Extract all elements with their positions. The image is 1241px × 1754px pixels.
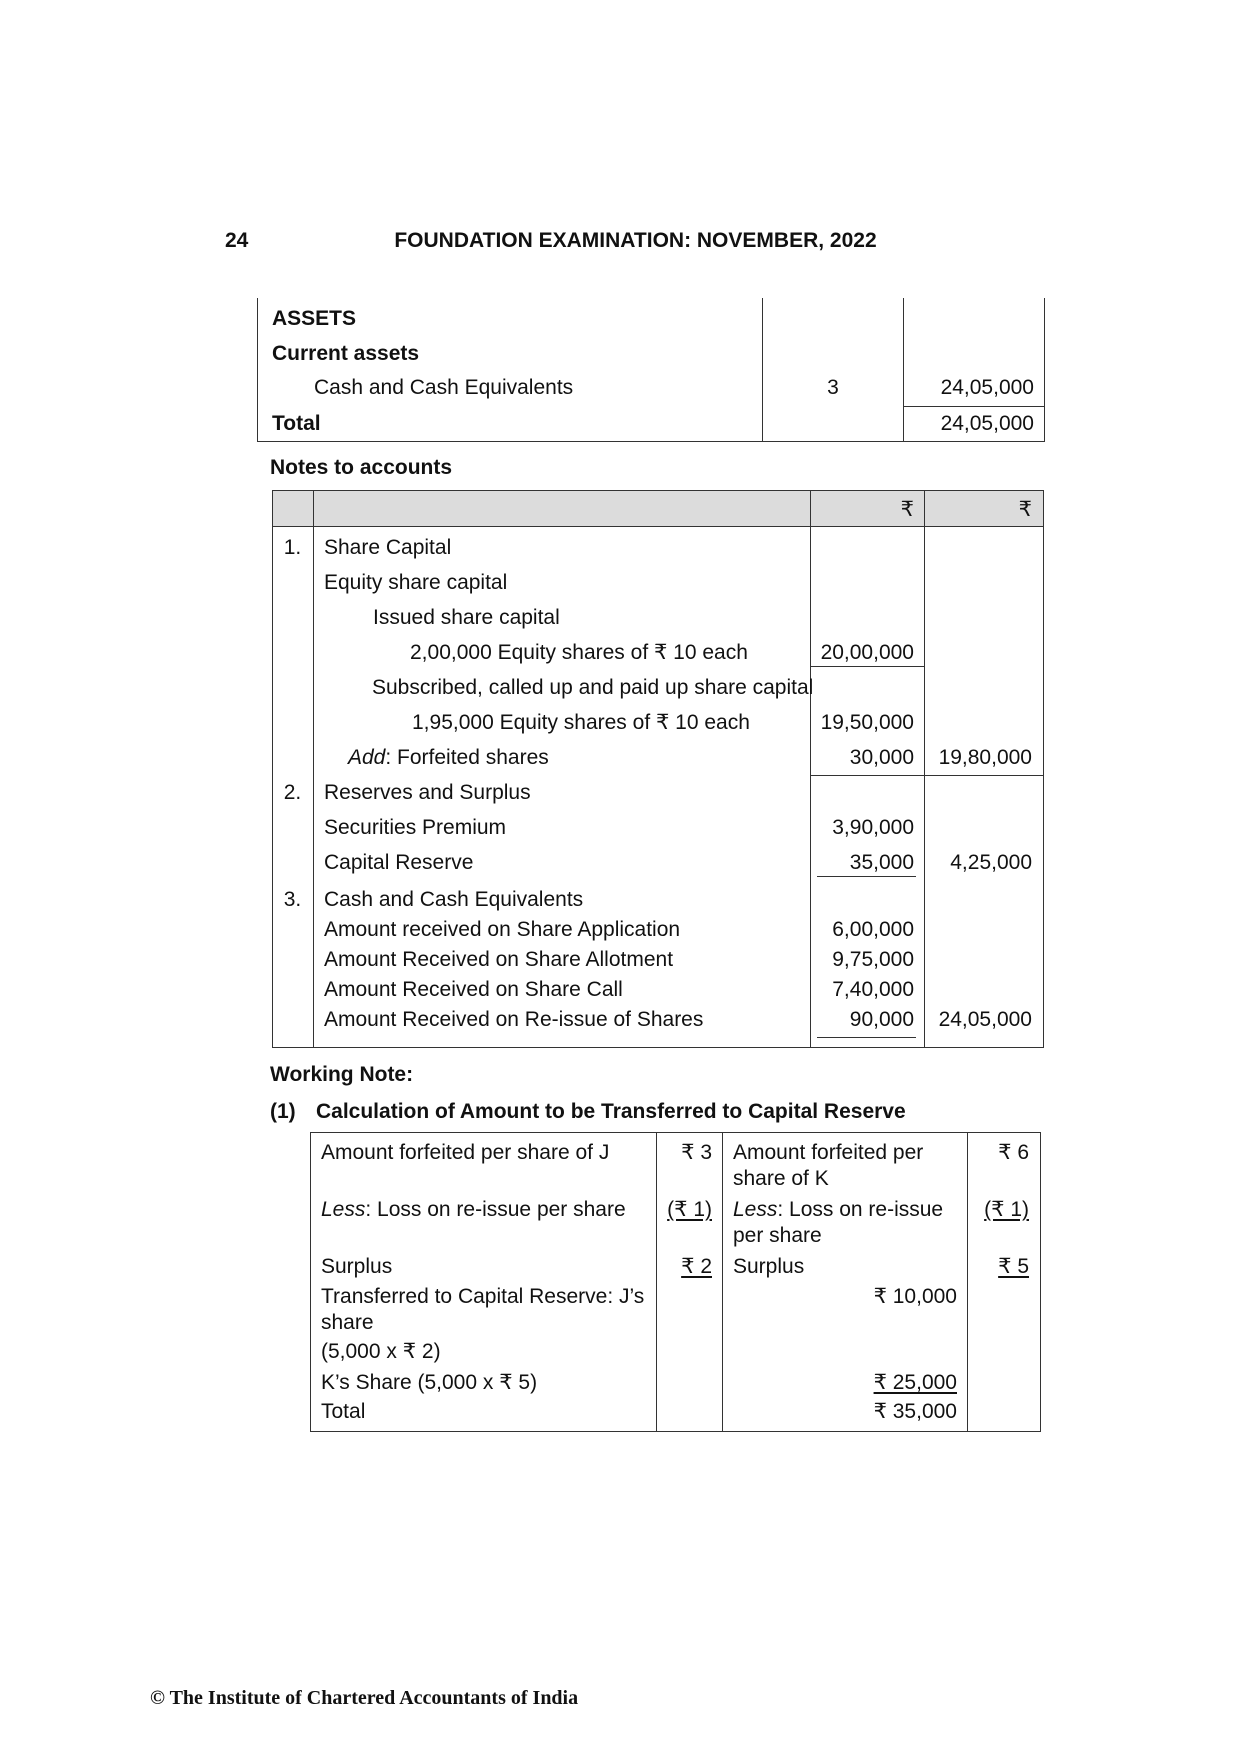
k-less-value: (₹ 1) — [984, 1198, 1029, 1221]
page-title: FOUNDATION EXAMINATION: NOVEMBER, 2022 — [394, 229, 877, 252]
note-total: 24,05,000 — [938, 1008, 1032, 1031]
working-note-heading: Calculation of Amount to be Transferred to Capital Reserve — [316, 1100, 906, 1123]
working-note-title: Working Note: — [270, 1063, 414, 1086]
k-surplus-label: Surplus — [733, 1255, 805, 1278]
less-prefix: Less — [733, 1198, 778, 1221]
j-less-label — [321, 1197, 626, 1222]
k-surplus-value: ₹ 5 — [998, 1255, 1029, 1278]
note-amount: 35,000 — [849, 851, 914, 874]
transfer-value: ₹ 10,000 — [873, 1285, 957, 1308]
page-number: 24 — [225, 229, 249, 252]
less-prefix: Less — [321, 1198, 366, 1221]
transfer-label: Transferred to Capital Reserve: J’s — [321, 1285, 645, 1308]
j-less-value: (₹ 1) — [667, 1198, 712, 1221]
balance-sheet-assets-table — [257, 298, 1045, 442]
note-amount: 9,75,000 — [832, 948, 914, 971]
note-total: 4,25,000 — [950, 851, 1032, 874]
notes-to-accounts-title: Notes to accounts — [270, 456, 453, 479]
note-line: Amount Received on Share Allotment — [324, 948, 674, 971]
cash-equivalents-note-ref: 3 — [827, 376, 839, 399]
note-title: Share Capital — [324, 536, 452, 559]
note-amount: 7,40,000 — [832, 978, 914, 1001]
cash-equivalents-amount: 24,05,000 — [940, 376, 1034, 399]
transfer-calc: (5,000 x ₹ 2) — [321, 1340, 441, 1363]
j-surplus-label: Surplus — [321, 1255, 393, 1278]
note-line: Amount Received on Share Call — [324, 978, 623, 1001]
k-share-value: ₹ 25,000 — [873, 1371, 957, 1394]
note-line: Subscribed, called up and paid up share capital — [372, 676, 814, 699]
note-amount: 3,90,000 — [832, 816, 914, 839]
k-forfeit-value: ₹ 6 — [998, 1141, 1029, 1164]
note-title: Reserves and Surplus — [324, 781, 531, 804]
note-title: Cash and Cash Equivalents — [324, 888, 584, 911]
note-number: 1. — [283, 536, 302, 559]
capital-reserve-calculation-table — [310, 1132, 1041, 1432]
note-line: Issued share capital — [373, 606, 560, 629]
note-line-text: : Forfeited shares — [385, 746, 549, 769]
k-less-label — [733, 1197, 943, 1222]
k-share-label: K’s Share (5,000 x ₹ 5) — [321, 1371, 538, 1394]
note-line: 2,00,000 Equity shares of ₹ 10 each — [410, 641, 748, 664]
copyright-footer: © The Institute of Chartered Accountants of India — [150, 1687, 579, 1709]
j-forfeit-value: ₹ 3 — [681, 1141, 712, 1164]
k-forfeit-label: share of K — [733, 1167, 829, 1190]
total-value: ₹ 35,000 — [873, 1400, 957, 1423]
add-prefix: Add — [348, 746, 386, 769]
note-total: 19,80,000 — [938, 746, 1032, 769]
note-amount: 90,000 — [849, 1008, 914, 1031]
j-forfeit-label: Amount forfeited per share of J — [321, 1141, 610, 1164]
note-amount: 20,00,000 — [820, 641, 914, 664]
note-line: Securities Premium — [324, 816, 507, 839]
transfer-label: share — [321, 1311, 374, 1334]
working-note-subtitle — [270, 1099, 906, 1124]
assets-total-label: Total — [272, 412, 321, 435]
note-amount: 6,00,000 — [832, 918, 914, 941]
currency-header-sub: ₹ — [900, 498, 914, 521]
notes-to-accounts-table — [272, 490, 1044, 1048]
note-number: 2. — [283, 781, 302, 804]
note-amount: 30,000 — [849, 746, 914, 769]
k-forfeit-label: Amount forfeited per — [733, 1141, 924, 1164]
note-number: 3. — [283, 888, 302, 911]
note-line: 1,95,000 Equity shares of ₹ 10 each — [412, 711, 750, 734]
assets-total-amount: 24,05,000 — [940, 412, 1034, 435]
working-note-number: (1) — [270, 1100, 296, 1123]
j-less-text: : Loss on re-issue per share — [365, 1198, 626, 1221]
cash-equivalents-label: Cash and Cash Equivalents — [314, 376, 574, 399]
j-surplus-value: ₹ 2 — [681, 1255, 712, 1278]
k-less-text: : Loss on re-issue — [777, 1198, 944, 1221]
k-less-label: per share — [733, 1224, 822, 1247]
current-assets-heading: Current assets — [272, 342, 420, 365]
note-line: Amount received on Share Application — [324, 918, 681, 941]
assets-heading: ASSETS — [272, 307, 357, 330]
total-label: Total — [321, 1400, 366, 1423]
note-line — [348, 745, 549, 770]
note-line: Equity share capital — [324, 571, 508, 594]
note-line: Amount Received on Re-issue of Shares — [324, 1008, 704, 1031]
note-line: Capital Reserve — [324, 851, 474, 874]
currency-header-total: ₹ — [1018, 498, 1032, 521]
note-amount: 19,50,000 — [820, 711, 914, 734]
